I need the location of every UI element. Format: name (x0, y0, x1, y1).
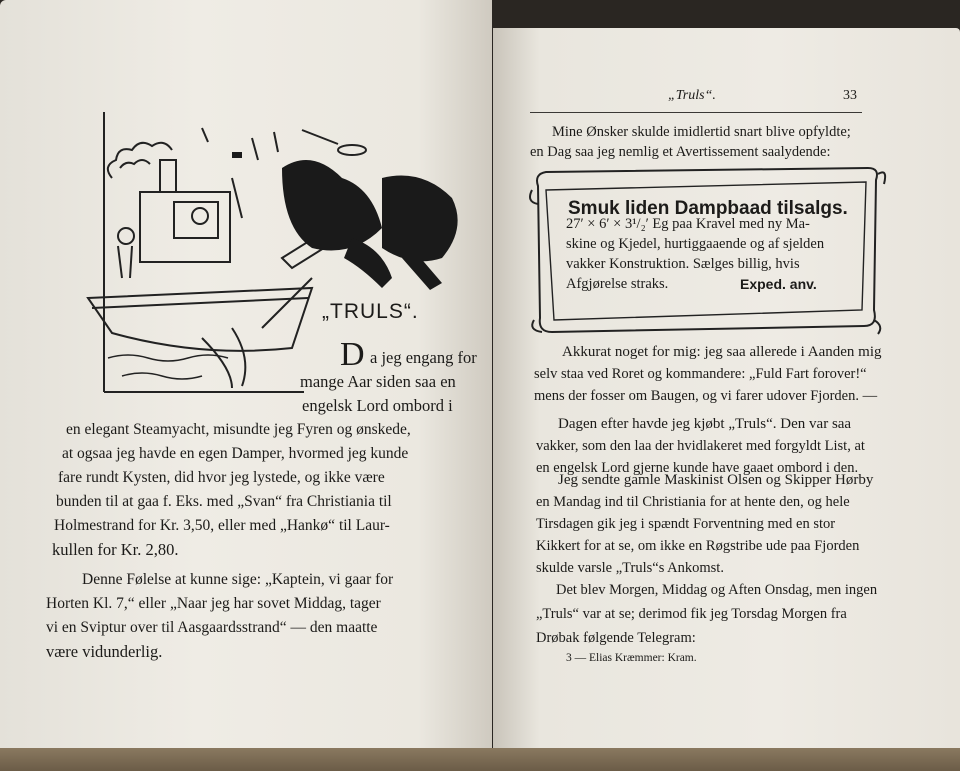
text-line: en elegant Steamyacht, misundte jeg Fyren og ønskede, (66, 421, 411, 438)
text-line: Mine Ønsker skulde imidlertid snart blive opfyldte; (552, 124, 851, 140)
text-line: Drøbak følgende Telegram: (536, 630, 696, 646)
text-line: bunden til at gaa f. Eks. med „Svan“ fra Christiania til (56, 493, 392, 510)
text-line: Dagen efter havde jeg kjøbt „Truls“. Den var saa (558, 416, 852, 432)
text-line: Akkurat noget for mig: jeg saa allerede i Aanden mig (562, 344, 882, 360)
text-line: vi en Sviptur over til Aasgaardsstrand“ — den maatte (46, 619, 378, 636)
text-line: a jeg engang for (370, 348, 477, 367)
running-header-title: „Truls“. (668, 88, 716, 103)
chapter-title: „TRULS“. (322, 300, 419, 323)
page-number: 33 (843, 88, 857, 103)
text-line: Tirsdagen gik jeg i spændt Forventning med en stor (536, 516, 836, 532)
text-line: „Truls“ var at se; derimod fik jeg Torsdag Morgen fra (536, 606, 847, 622)
text-line: fare rundt Kysten, did hvor jeg lystede, og ikke være (58, 469, 385, 486)
text-line: selv staa ved Roret og kommandere: „Fuld Fart forover!“ (534, 366, 867, 382)
text-line: være vidunderlig. (46, 642, 163, 661)
advertisement-signature: Exped. anv. (740, 276, 817, 292)
text-line: mens der fosser om Baugen, og vi farer udover Fjorden. — (534, 388, 878, 404)
advertisement-title: Smuk liden Dampbaad tilsalgs. (568, 198, 848, 219)
text-line: Horten Kl. 7,“ eller „Naar jeg har sovet Middag, tager (46, 595, 381, 612)
drop-cap: D (340, 336, 365, 373)
text-line: en Dag saa jeg nemlig et Avertissement saalydende: (530, 144, 831, 160)
text-line: Denne Følelse at kunne sige: „Kaptein, vi gaar for (82, 571, 394, 588)
text-line: Det blev Morgen, Middag og Aften Onsdag, men ingen (556, 582, 878, 598)
text-line: at ogsaa jeg havde en egen Damper, hvormed jeg kunde (62, 445, 409, 462)
text-line: en Mandag ind til Christiania for at hente den, og hele (536, 494, 850, 510)
text-line: kullen for Kr. 2,80. (52, 540, 179, 559)
text-line: Jeg sendte gamle Maskinist Olsen og Skipper Hørby (558, 472, 874, 488)
footer-signature: 3 — Elias Kræmmer: Kram. (566, 652, 697, 664)
text-line: vakker, som den laa der hvidlakeret med forgyldt List, at (536, 438, 865, 454)
ad-line: skine og Kjedel, hurtiggaaende og af sjelden (566, 236, 825, 252)
text-line: mange Aar siden saa en (300, 372, 456, 391)
text-line: engelsk Lord ombord i (302, 396, 453, 415)
ad-line: 27′ × 6′ × 3¹/₂′ Eg paa Kravel med ny Ma- (566, 216, 810, 232)
text-line: en engelsk Lord gjerne kunde have gaaet ombord i den. (536, 460, 859, 476)
text-line: skulde varsle „Truls“s Ankomst. (536, 560, 724, 576)
text-line: Kikkert for at se, om ikke en Røgstribe ude paa Fjorden (536, 538, 860, 554)
book-cover-edge (0, 748, 960, 771)
ad-line: Afgjørelse straks. (566, 276, 669, 292)
text-line: Holmestrand for Kr. 3,50, eller med „Hankø“ til Laur- (54, 517, 390, 534)
ad-line: vakker Konstruktion. Sælges billig, hvis (566, 256, 800, 272)
header-rule (530, 112, 862, 113)
